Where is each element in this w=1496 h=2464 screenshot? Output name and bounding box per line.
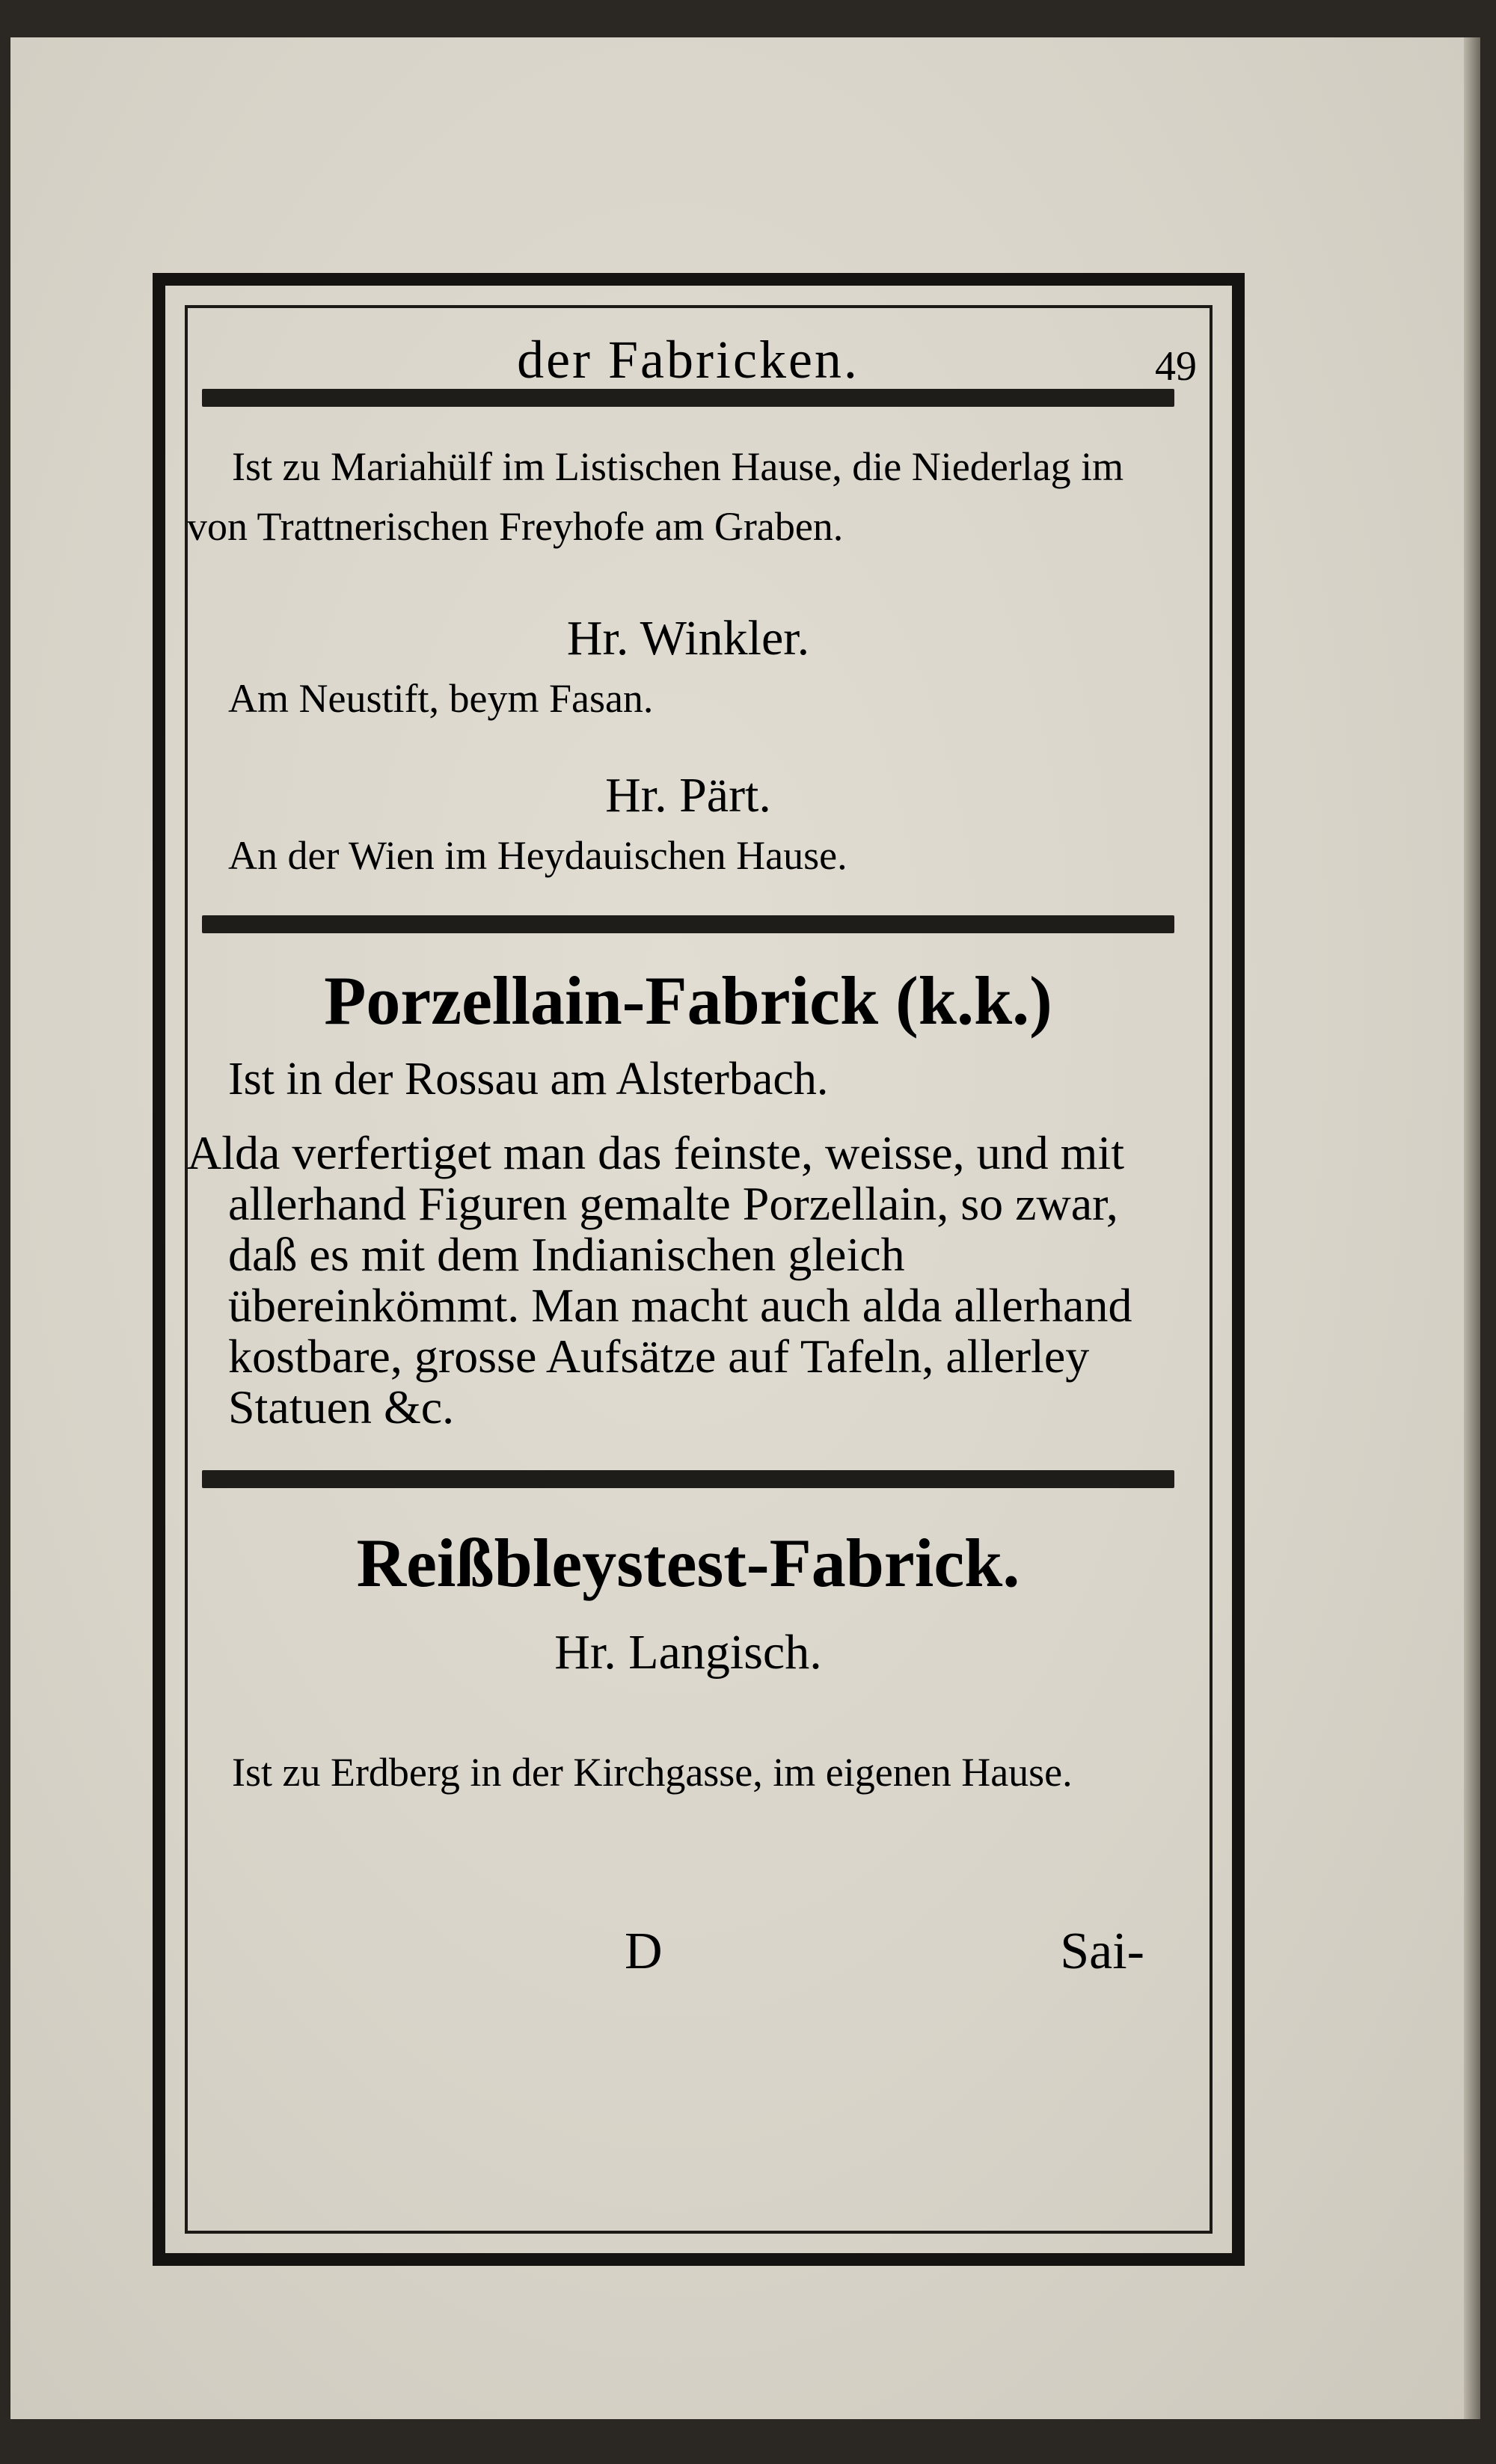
section-porzellain xyxy=(187,956,1189,1433)
page-header xyxy=(187,247,1197,390)
entry-address: Am Neustift, beym Fasan. xyxy=(228,676,654,721)
section-divider-rule xyxy=(202,1470,1174,1488)
section-intro-text: Ist zu Mariahülf im Listischen Hause, die Niederlag im von Trattnerischen Freyhofe am Graben. xyxy=(187,444,1124,549)
page-spine-shadow xyxy=(1464,37,1480,2419)
entry-address: An der Wien im Heydauischen Hause. xyxy=(228,833,847,878)
page-footer xyxy=(187,1922,1189,2004)
catchword: Sai- xyxy=(1060,1923,1144,1980)
page-number: 49 xyxy=(1155,343,1197,390)
section-location: Ist in der Rossau am Alsterbach. xyxy=(228,1054,829,1105)
section-location: Ist zu Erdberg in der Kirchgasse, im eigenen Hause. xyxy=(232,1750,1073,1795)
section-reissbley xyxy=(187,1518,1189,1802)
section-title: Reißbleystest-Fabrick. xyxy=(356,1525,1020,1601)
entry-paert xyxy=(187,766,1189,885)
section-title: Porzellain-Fabrick (k.k.) xyxy=(324,962,1052,1039)
entry-name: Hr. Langisch. xyxy=(554,1625,822,1680)
entry-winkler xyxy=(187,609,1189,728)
entry-name: Hr. Pärt. xyxy=(605,768,771,823)
entry-name: Hr. Winkler. xyxy=(566,611,810,666)
header-rule xyxy=(202,389,1174,407)
page-content xyxy=(187,247,1197,2004)
section-divider-rule xyxy=(202,915,1174,933)
running-head: der Fabricken. xyxy=(517,330,859,390)
signature-mark: D xyxy=(625,1923,663,1980)
section-description: Alda verfertiget man das feinste, weisse, und mit allerhand Figuren gemalte Porzellain, so zwar, daß es mit dem Indianischen gleich übereinkömmt. Man macht auch alda allerhand kostbare, grosse Aufsätze auf Tafeln, allerley Statuen &c. xyxy=(187,1126,1132,1434)
section-continued xyxy=(187,437,1189,885)
